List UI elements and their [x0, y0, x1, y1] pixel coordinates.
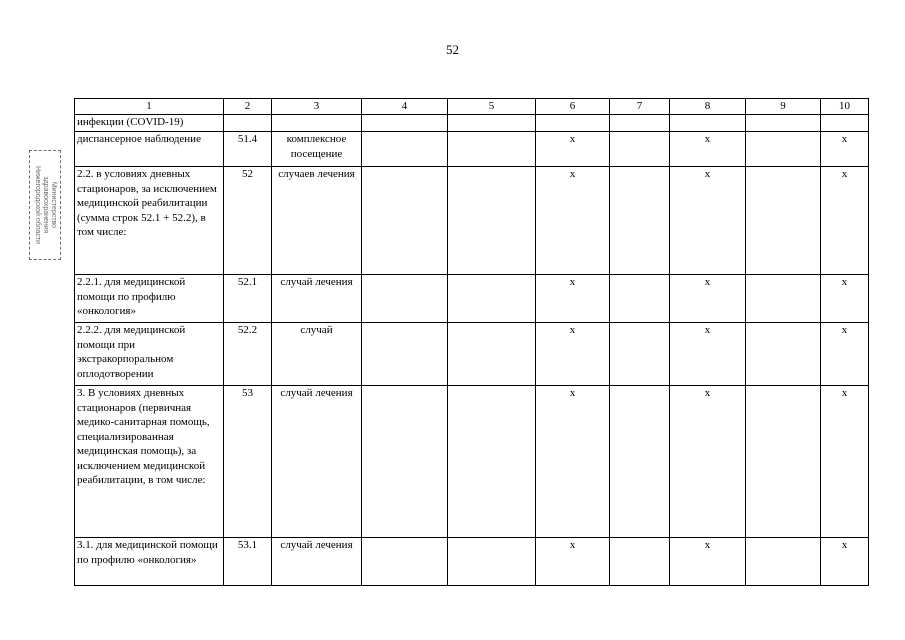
- table-cell: диспансерное наблюдение: [75, 132, 224, 167]
- header-cell: 9: [746, 99, 821, 115]
- table-cell: [746, 275, 821, 323]
- table-cell: х: [670, 275, 746, 323]
- table-cell: случай лечения: [272, 386, 362, 538]
- table-cell: 53.1: [224, 538, 272, 586]
- table-row: [75, 132, 869, 167]
- table-cell: [610, 167, 670, 275]
- side-stamp-line2: Нижегородской области: [34, 165, 41, 245]
- table-cell: х: [670, 386, 746, 538]
- table-cell: [224, 115, 272, 132]
- table-cell: [610, 115, 670, 132]
- table-cell: [448, 115, 536, 132]
- table-cell: [448, 538, 536, 586]
- table-cell: х: [536, 538, 610, 586]
- table-cell: [362, 538, 448, 586]
- table-cell: случай лечения: [272, 538, 362, 586]
- table-cell: [536, 115, 610, 132]
- table-cell: 52.1: [224, 275, 272, 323]
- side-stamp-line1: Министерство здравоохранения: [42, 176, 57, 234]
- table-cell: [448, 386, 536, 538]
- header-cell: 8: [670, 99, 746, 115]
- table-cell: [746, 323, 821, 386]
- table-cell: 2.2.2. для медицинской помощи при экстракорпоральном оплодотворении: [75, 323, 224, 386]
- table-row: [75, 386, 869, 538]
- table-cell: х: [821, 323, 869, 386]
- table-cell: 2.2.1. для медицинской помощи по профилю «онкология»: [75, 275, 224, 323]
- table-cell: [362, 275, 448, 323]
- table-cell: [610, 386, 670, 538]
- table-cell: х: [821, 167, 869, 275]
- table-cell: [821, 115, 869, 132]
- header-cell: 3: [272, 99, 362, 115]
- table-cell: 3. В условиях дневных стационаров (первичная медико-санитарная помощь, специализированная медицинская помощь), за исключением медицинской реабилитации, в том числе:: [75, 386, 224, 538]
- table-cell: х: [536, 167, 610, 275]
- side-stamp: [29, 150, 61, 260]
- table-cell: случаев лечения: [272, 167, 362, 275]
- table-cell: случай лечения: [272, 275, 362, 323]
- table-cell: 52: [224, 167, 272, 275]
- table-cell: [448, 275, 536, 323]
- table-cell: случай: [272, 323, 362, 386]
- table-cell: 3.1. для медицинской помощи по профилю «онкология»: [75, 538, 224, 586]
- table-cell: х: [536, 132, 610, 167]
- table-cell: [448, 167, 536, 275]
- table-cell: [448, 132, 536, 167]
- table-cell: [610, 538, 670, 586]
- table-cell: [610, 275, 670, 323]
- table-cell: [610, 323, 670, 386]
- table-cell: 51.4: [224, 132, 272, 167]
- table-cell: х: [821, 275, 869, 323]
- table-row: [75, 115, 869, 132]
- table-cell: [746, 167, 821, 275]
- table-cell: [362, 323, 448, 386]
- table-cell: х: [821, 132, 869, 167]
- table-row: [75, 323, 869, 386]
- table-cell: х: [821, 386, 869, 538]
- header-cell: 1: [75, 99, 224, 115]
- header-cell: 6: [536, 99, 610, 115]
- header-cell: 4: [362, 99, 448, 115]
- table-row: [75, 275, 869, 323]
- table-cell: х: [536, 275, 610, 323]
- header-cell: 10: [821, 99, 869, 115]
- table-cell: [746, 132, 821, 167]
- table-row: [75, 167, 869, 275]
- table-cell: [746, 115, 821, 132]
- header-cell: 5: [448, 99, 536, 115]
- table-cell: х: [821, 538, 869, 586]
- header-row: [75, 99, 869, 115]
- table-cell: [362, 386, 448, 538]
- table-cell: [746, 386, 821, 538]
- table-cell: [746, 538, 821, 586]
- table-cell: х: [670, 538, 746, 586]
- table-cell: 52.2: [224, 323, 272, 386]
- header-cell: 7: [610, 99, 670, 115]
- header-cell: 2: [224, 99, 272, 115]
- page-number: 52: [446, 42, 459, 57]
- table-cell: х: [536, 386, 610, 538]
- table-cell: комплексное посещение: [272, 132, 362, 167]
- table-cell: х: [670, 323, 746, 386]
- table-cell: х: [670, 167, 746, 275]
- table-cell: х: [670, 132, 746, 167]
- table-cell: [448, 323, 536, 386]
- table-cell: инфекции (COVID-19): [75, 115, 224, 132]
- table-cell: 2.2. в условиях дневных стационаров, за исключением медицинской реабилитации (сумма строк 52.1 + 52.2), в том числе:: [75, 167, 224, 275]
- table-cell: [670, 115, 746, 132]
- table-cell: [362, 115, 448, 132]
- table-cell: [272, 115, 362, 132]
- data-table: [74, 98, 869, 586]
- table-cell: [362, 167, 448, 275]
- table-cell: [610, 132, 670, 167]
- table-cell: 53: [224, 386, 272, 538]
- table-cell: [362, 132, 448, 167]
- table-row: [75, 538, 869, 586]
- table-cell: х: [536, 323, 610, 386]
